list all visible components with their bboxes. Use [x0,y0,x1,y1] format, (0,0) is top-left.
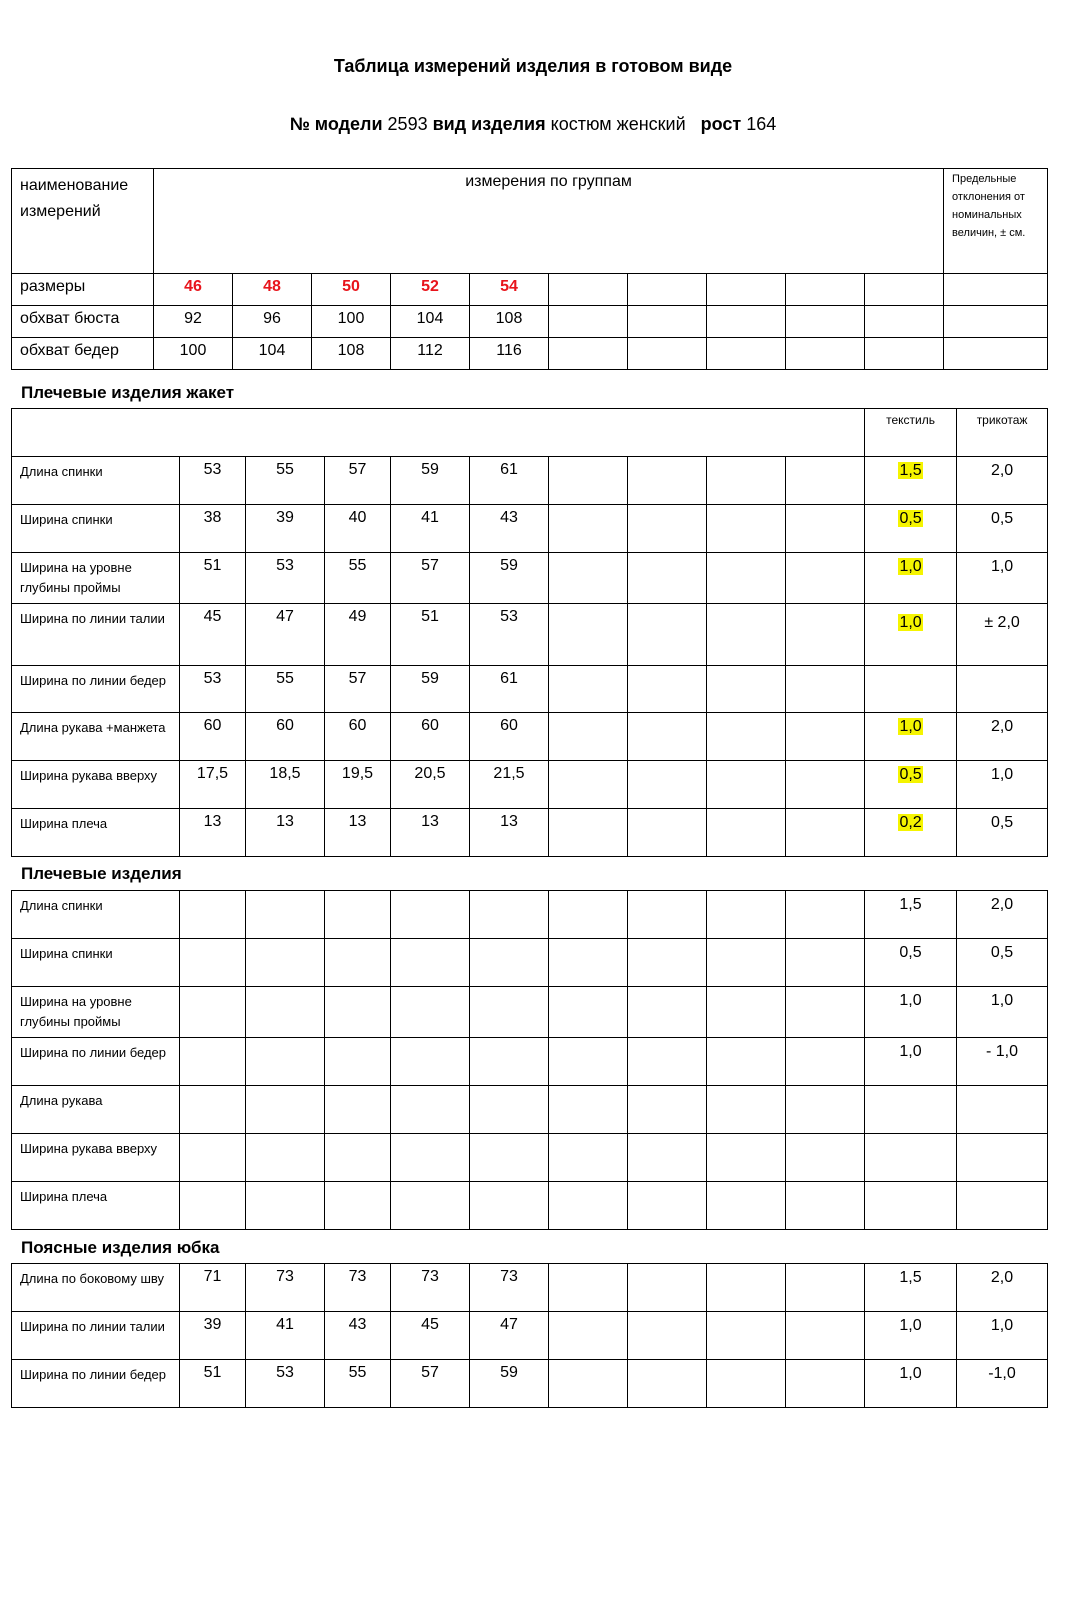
size-cell: 52 [391,274,470,306]
value-cell: 43 [325,1312,391,1360]
value-cell: 108 [470,306,549,338]
value-cell: 73 [246,1264,325,1312]
value-cell: 38 [180,505,246,553]
value-cell: 13 [325,809,391,857]
value-cell: 51 [391,604,470,666]
textile-tolerance [865,604,957,666]
table-row [12,939,1048,987]
row-label: Длина спинки [12,891,180,939]
model-label: № модели [289,114,383,134]
table-row [12,713,1048,761]
value-cell: 60 [180,713,246,761]
textile-value: 0,2 [899,814,922,831]
value-cell: 39 [180,1312,246,1360]
value-cell: 57 [391,553,470,604]
row-label: Длина по боковому шву [12,1264,180,1312]
textile-tolerance [865,457,957,505]
row-label: обхват бедер [12,338,154,370]
textile-tolerance [865,1134,957,1182]
row-label: Ширина рукава вверху [12,761,180,809]
value-cell: 47 [246,604,325,666]
value-cell: 13 [246,809,325,857]
row-label: Ширина по линии талии [12,604,180,666]
row-label: Ширина на уровне глубины проймы [12,987,180,1038]
table-row [12,809,1048,857]
row-label: Длина спинки [12,457,180,505]
value-cell: 96 [233,306,312,338]
knit-tolerance: 2,0 [957,713,1048,761]
textile-tolerance [865,987,957,1038]
height-label: рост [700,114,742,134]
value-cell: 21,5 [470,761,549,809]
textile-tolerance [865,505,957,553]
knit-tolerance [957,1086,1048,1134]
value-cell: 20,5 [391,761,470,809]
knit-tolerance: 0,5 [957,505,1048,553]
table-row [12,666,1048,713]
section-title-skirt: Поясные изделия юбка [21,1238,220,1257]
table-row [12,553,1048,604]
value-cell: 39 [246,505,325,553]
jacket-table [11,408,1048,857]
value-cell: 59 [391,666,470,713]
row-label: Ширина спинки [12,505,180,553]
skirt-table [11,1263,1048,1408]
model-line [0,114,1066,135]
document-title: Таблица измерений изделия в готовом виде [333,56,733,76]
size-cell: 48 [233,274,312,306]
garment-type: костюм женский [550,114,686,134]
value-cell: 49 [325,604,391,666]
value-cell: 100 [154,338,233,370]
size-cell: 50 [312,274,391,306]
value-cell: 92 [154,306,233,338]
groups-header: измерения по группам [154,169,944,274]
value-cell: 18,5 [246,761,325,809]
value-cell: 51 [180,1360,246,1408]
textile-value: 1,0 [899,992,922,1009]
table-row [12,1038,1048,1086]
model-number: 2593 [387,114,428,134]
value-cell: 19,5 [325,761,391,809]
knit-tolerance [957,1134,1048,1182]
value-cell: 13 [391,809,470,857]
value-cell: 60 [325,713,391,761]
knit-tolerance: 1,0 [957,761,1048,809]
knit-header: трикотаж [957,409,1048,457]
row-label: Ширина плеча [12,1182,180,1230]
value-cell: 53 [470,604,549,666]
row-label: Ширина спинки [12,939,180,987]
textile-header: текстиль [865,409,957,457]
textile-value: 0,5 [899,766,922,783]
knit-tolerance: -1,0 [957,1360,1048,1408]
value-cell: 61 [470,457,549,505]
table-row [12,761,1048,809]
value-cell: 71 [180,1264,246,1312]
knit-tolerance: 0,5 [957,809,1048,857]
row-label: Ширина на уровне глубины проймы [12,553,180,604]
row-label: Длина рукава [12,1086,180,1134]
table-row [12,604,1048,666]
value-cell: 73 [391,1264,470,1312]
textile-value: 1,5 [899,896,922,913]
knit-tolerance [957,666,1048,713]
value-cell: 60 [391,713,470,761]
textile-value: 1,0 [899,1365,922,1382]
value-cell: 41 [246,1312,325,1360]
row-label: Длина рукава +манжета [12,713,180,761]
textile-tolerance [865,1360,957,1408]
textile-tolerance [865,891,957,939]
textile-tolerance [865,1312,957,1360]
row-label: Ширина по линии бедер [12,1360,180,1408]
value-cell: 41 [391,505,470,553]
section-title-jacket: Плечевые изделия жакет [21,383,235,402]
textile-tolerance [865,666,957,713]
knit-tolerance: ± 2,0 [957,604,1048,666]
value-cell: 104 [233,338,312,370]
value-cell: 57 [391,1360,470,1408]
row-label: Ширина по линии талии [12,1312,180,1360]
value-cell: 59 [470,1360,549,1408]
knit-tolerance [957,1182,1048,1230]
knit-tolerance: 2,0 [957,1264,1048,1312]
textile-value: 0,5 [899,510,922,527]
value-cell: 57 [325,666,391,713]
textile-value: 1,0 [899,1043,922,1060]
knit-tolerance: 0,5 [957,939,1048,987]
knit-tolerance: 2,0 [957,891,1048,939]
knit-tolerance: 1,0 [957,553,1048,604]
table-row [12,987,1048,1038]
table-row [12,457,1048,505]
value-cell: 51 [180,553,246,604]
textile-value: 1,5 [899,1269,922,1286]
value-cell: 47 [470,1312,549,1360]
textile-value: 1,0 [899,558,922,575]
textile-tolerance [865,939,957,987]
row-label: Ширина рукава вверху [12,1134,180,1182]
textile-value: 1,0 [899,614,922,631]
textile-tolerance [865,713,957,761]
table-row [12,1182,1048,1230]
textile-tolerance [865,761,957,809]
value-cell: 116 [470,338,549,370]
value-cell: 53 [180,666,246,713]
value-cell: 112 [391,338,470,370]
textile-value: 1,0 [899,718,922,735]
shoulder-table [11,890,1048,1230]
value-cell: 55 [246,457,325,505]
type-label: вид изделия [432,114,546,134]
size-cell: 46 [154,274,233,306]
row-label: Ширина по линии бедер [12,666,180,713]
value-cell: 73 [470,1264,549,1312]
value-cell: 45 [180,604,246,666]
sizes-label: размеры [12,274,154,306]
value-cell: 13 [180,809,246,857]
value-cell: 104 [391,306,470,338]
value-cell: 61 [470,666,549,713]
knit-tolerance: - 1,0 [957,1038,1048,1086]
row-label: Ширина плеча [12,809,180,857]
size-cell: 54 [470,274,549,306]
textile-tolerance [865,1182,957,1230]
value-cell: 60 [470,713,549,761]
textile-value: 0,5 [899,944,922,961]
value-cell: 60 [246,713,325,761]
textile-tolerance [865,1086,957,1134]
textile-value: 1,0 [899,1317,922,1334]
table-row [12,1134,1048,1182]
row-label: Ширина по линии бедер [12,1038,180,1086]
textile-tolerance [865,1038,957,1086]
value-cell: 17,5 [180,761,246,809]
name-header: наименование измерений [12,169,154,274]
value-cell: 55 [325,1360,391,1408]
value-cell: 53 [180,457,246,505]
value-cell: 45 [391,1312,470,1360]
textile-value: 1,5 [899,462,922,479]
value-cell: 59 [470,553,549,604]
table-row [12,1312,1048,1360]
table-row [12,1360,1048,1408]
row-label: обхват бюста [12,306,154,338]
table-row [12,891,1048,939]
knit-tolerance: 1,0 [957,1312,1048,1360]
textile-tolerance [865,809,957,857]
height-value: 164 [746,114,777,134]
value-cell: 53 [246,553,325,604]
value-cell: 73 [325,1264,391,1312]
value-cell: 55 [246,666,325,713]
value-cell: 100 [312,306,391,338]
value-cell: 57 [325,457,391,505]
value-cell: 43 [470,505,549,553]
value-cell: 53 [246,1360,325,1408]
value-cell: 13 [470,809,549,857]
section-title-shoulder: Плечевые изделия [21,864,182,883]
table-row [12,505,1048,553]
textile-tolerance [865,1264,957,1312]
value-cell: 40 [325,505,391,553]
knit-tolerance: 2,0 [957,457,1048,505]
sizes-table [11,168,1048,370]
table-row [12,1264,1048,1312]
value-cell: 59 [391,457,470,505]
table-row [12,1086,1048,1134]
knit-tolerance: 1,0 [957,987,1048,1038]
textile-tolerance [865,553,957,604]
value-cell: 108 [312,338,391,370]
value-cell: 55 [325,553,391,604]
deviation-header: Предельные отклонения от номинальных величин, ± см. [944,169,1048,274]
